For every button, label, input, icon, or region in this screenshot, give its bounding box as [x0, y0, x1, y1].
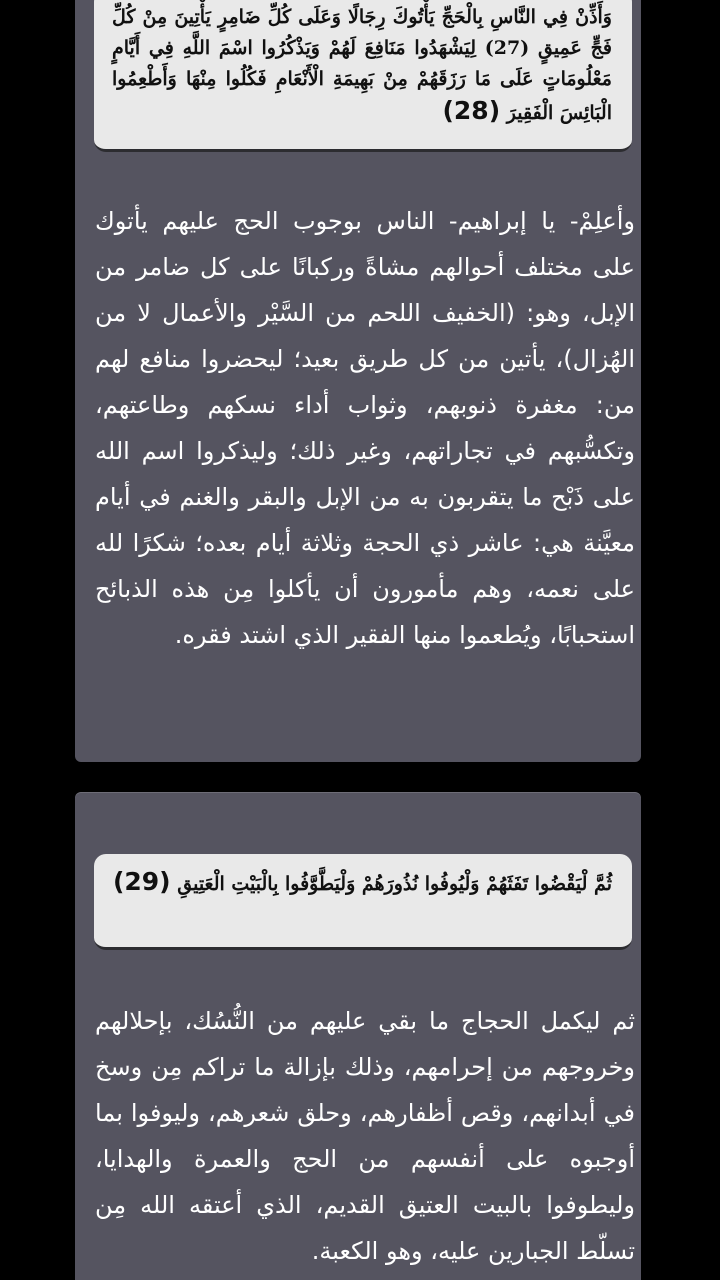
tafsir-card	[75, 792, 641, 1280]
quran-verse-text: وَأَذِّنْ فِي النَّاسِ بِالْحَجِّ يَأْتُوكَ رِجَالًا وَعَلَى كُلِّ ضَامِرٍ يَأْتِينَ مِنْ كُلِّ فَجٍّ عَمِيقٍ (27) لِيَشْهَدُوا مَنَافِعَ لَهُمْ وَيَذْكُرُوا اسْمَ اللَّهِ فِي أَيَّامٍ مَعْلُومَاتٍ عَلَى مَا رَزَقَهُمْ مِنْ بَهِيمَةِ الْأَنْعَامِ فَكُلُوا مِنْهَا وَأَطْعِمُوا الْبَائِسَ الْفَقِيرَ	[112, 6, 613, 124]
tafsir-text: وأعلِمْ- يا إبراهيم- الناس بوجوب الحج عليهم يأتوك على مختلف أحوالهم مشاةً وركبانًا على كل ضامر من الإبل، وهو: (الخفيف اللحم من السَّيْر والأعمال لا من الهُزال)، يأتين من كل طريق بعيد؛ ليحضروا منافع لهم من: مغفرة ذنوبهم، وثواب أداء نسكهم وطاعتهم، وتكسُّبهم في تجاراتهم، وغير ذلك؛ وليذكروا اسم الله على ذَبْح ما يتقربون به من الإبل والبقر والغنم في أيام معيَّنة هي: عاشر ذي الحجة وثلاثة أيام بعده؛ شكرًا لله على نعمه، وهم مأمورون أن يأكلوا مِن هذه الذبائح استحبابًا، ويُطعموا منها الفقير الذي اشتد فقره.	[95, 207, 635, 649]
tafsir-text: ثم ليكمل الحجاج ما بقي عليهم من النُّسُك، بإحلالهم وخروجهم من إحرامهم، وذلك بإزالة ما تراكم مِن وسخ في أبدانهم، وقص أظفارهم، وحلق شعرهم، وليوفوا بما أوجبوه على أنفسهم من الحج والعمرة والهدايا، وليطوفوا بالبيت العتيق القديم، الذي أعتقه الله مِن تسلّط الجبارين عليه، وهو الكعبة.	[95, 1007, 635, 1265]
verse-number: (28)	[442, 96, 501, 125]
tafsir-card	[75, 0, 641, 762]
verse-number: (29)	[112, 867, 171, 896]
quran-verse-box	[94, 0, 632, 152]
quran-verse-box	[94, 854, 632, 950]
quran-verse-text: ثُمَّ لْيَقْضُوا تَفَثَهُمْ وَلْيُوفُوا نُذُورَهُمْ وَلْيَطَّوَّفُوا بِالْبَيْتِ الْعَتِيقِ	[177, 873, 612, 895]
